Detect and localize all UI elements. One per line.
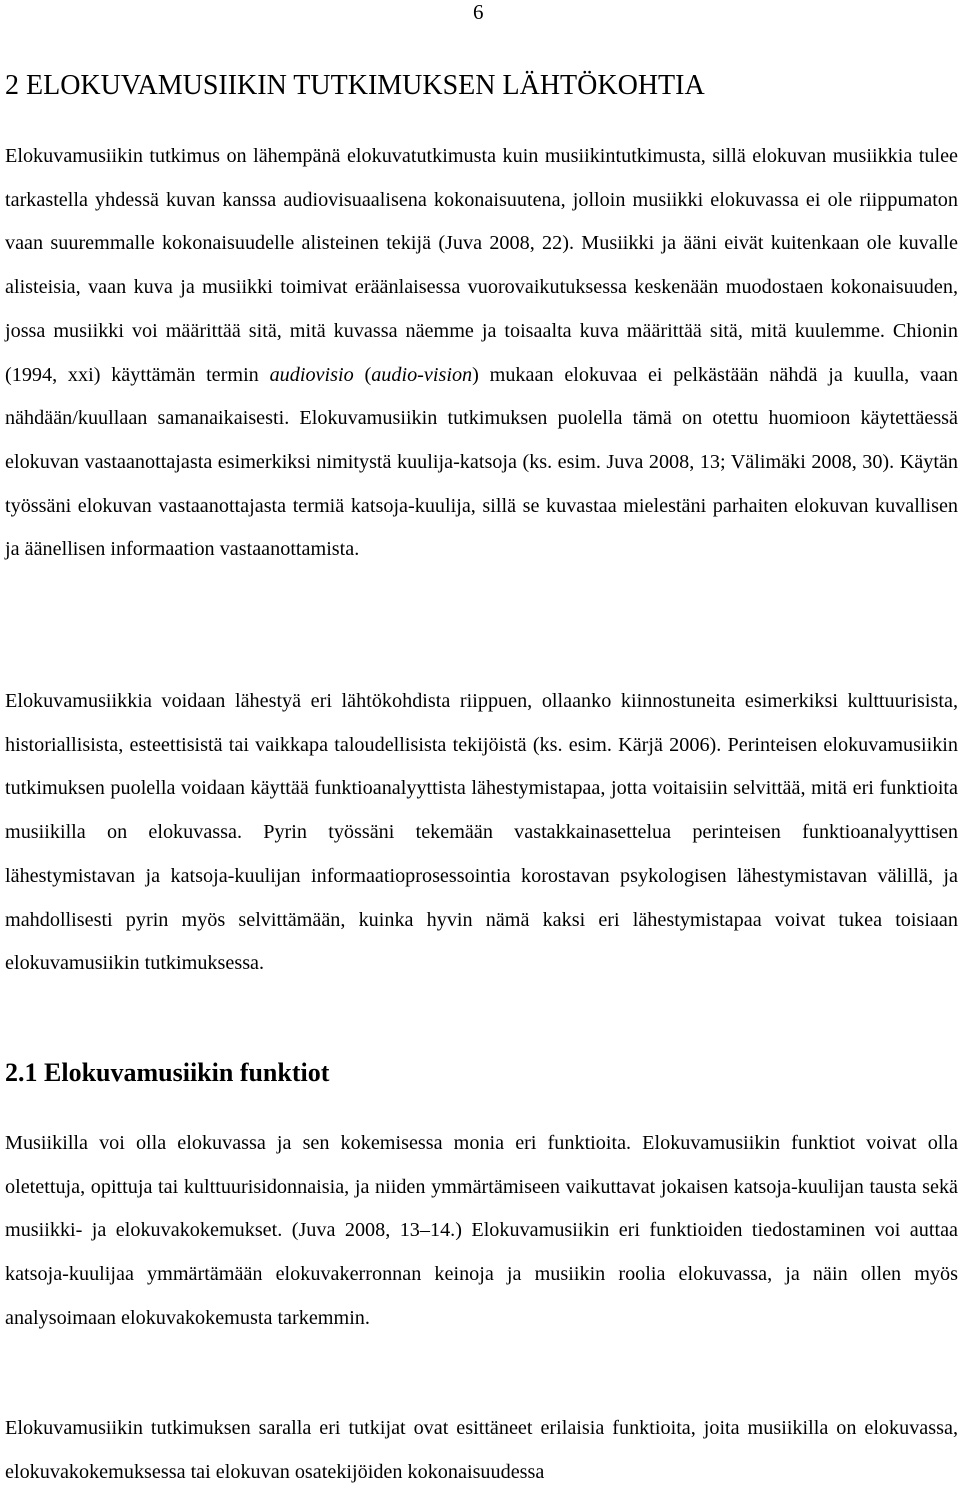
paragraph-functions: Musiikilla voi olla elokuvassa ja sen kokemisessa monia eri funktioita. Elokuvamusiikin funktiot voivat olla oletettuja, opittuja tai kulttuurisidonnaisia, ja niiden ymmärtämiseen vaikuttavat jokaisen katsoja-kuulijan tausta sekä musiikki- ja elokuvakokemukset. (Juva 2008, 13–14.) Elokuvamusiikin eri funktioiden tiedostaminen voi auttaa katsoja-kuulijaa ymmärtämään elokuvakerronnan keinoja ja musiikin roolia elokuvassa, ja näin ollen myös analysoimaan elokuvakokemusta tarkemmin. [5, 1132, 958, 1329]
paragraph-approaches: Elokuvamusiikkia voidaan lähestyä eri lähtökohdista riippuen, ollaanko kiinnostuneita esimerkiksi kulttuurisista, historiallisista, esteettisistä tai vaikkapa taloudellisista tekijöistä (ks. esim. Kärjä 2006). Perinteisen elokuvamusiikin tutkimuksen puolella voidaan käyttää funktioanalyyttista lähestymistapaa, jotta voitaisiin selvittää, mitä eri funktioita musiikilla on elokuvassa. Pyrin työssäni tekemään vastakkainasettelua perinteisen funktioanalyyttisen lähestymistavan ja katsoja-kuulijan informaatioprosessointia korostavan psykologisen lähestymistavan välillä, ja mahdollisesti pyrin myös selvittämään, kuinka hyvin nämä kaksi eri lähestymistapaa voivat tukea toisiaan elokuvamusiikin tutkimuksessa. [5, 690, 958, 975]
page-number: 6 [473, 0, 484, 24]
section-title: 2.1 Elokuvamusiikin funktiot [5, 1058, 330, 1087]
paragraph-researchers: Elokuvamusiikin tutkimuksen saralla eri tutkijat ovat esittäneet erilaisia funktioita, joita musiikilla on elokuvassa, elokuvakokemuksessa tai elokuvan osatekijöiden kokonaisuudessa [5, 1417, 958, 1483]
term-audiovisio: audiovisio [269, 363, 354, 386]
paragraph-text: ) mukaan elokuvaa ei pelkästään nähdä ja kuulla, vaan nähdään/kuullaan samanaikaisesti. Elokuvamusiikin tutkimuksen puolella tämä on otettu huomioon käytettäessä elokuvan vastaanottajasta esimerkiksi nimitystä kuulija-katsoja (ks. esim. Juva 2008, 13; Välimäki 2008, 30). Käytän työssäni elokuvan vastaanottajasta termiä katsoja-kuulija, sillä se kuvastaa mielestäni parhaiten elokuvan kuvallisen ja äänellisen informaation vastaanottamista. [5, 363, 959, 561]
chapter-title: 2 ELOKUVAMUSIIKIN TUTKIMUKSEN LÄHTÖKOHTIA [5, 70, 705, 101]
paragraph-text: Elokuvamusiikin tutkimus on lähempänä elokuvatutkimusta kuin musiikintutkimusta, sillä elokuvan musiikkia tulee tarkastella yhdessä kuvan kanssa audiovisuaalisena kokonaisuutena, jolloin musiikki elokuvassa ei ole riippumaton vaan suuremmalle kokonaisuudelle alisteinen tekijä (Juva 2008, 22). Musiikki ja ääni eivät kuitenkaan ole kuvalle alisteisia, vaan kuva ja musiikki toimivat eräänlaisessa vuorovaikutuksessa keskenään muodostaen kokonaisuuden, jossa musiikki voi määrittää sitä, mitä kuvassa näemme ja toisaalta kuva määrittää sitä, mitä kuulemme. Chionin (1994, xxi) käyttämän termin [5, 145, 958, 386]
paragraph-text: ( [353, 363, 372, 386]
paragraph-intro [5, 135, 958, 572]
term-audio-vision: audio-vision [371, 363, 473, 386]
